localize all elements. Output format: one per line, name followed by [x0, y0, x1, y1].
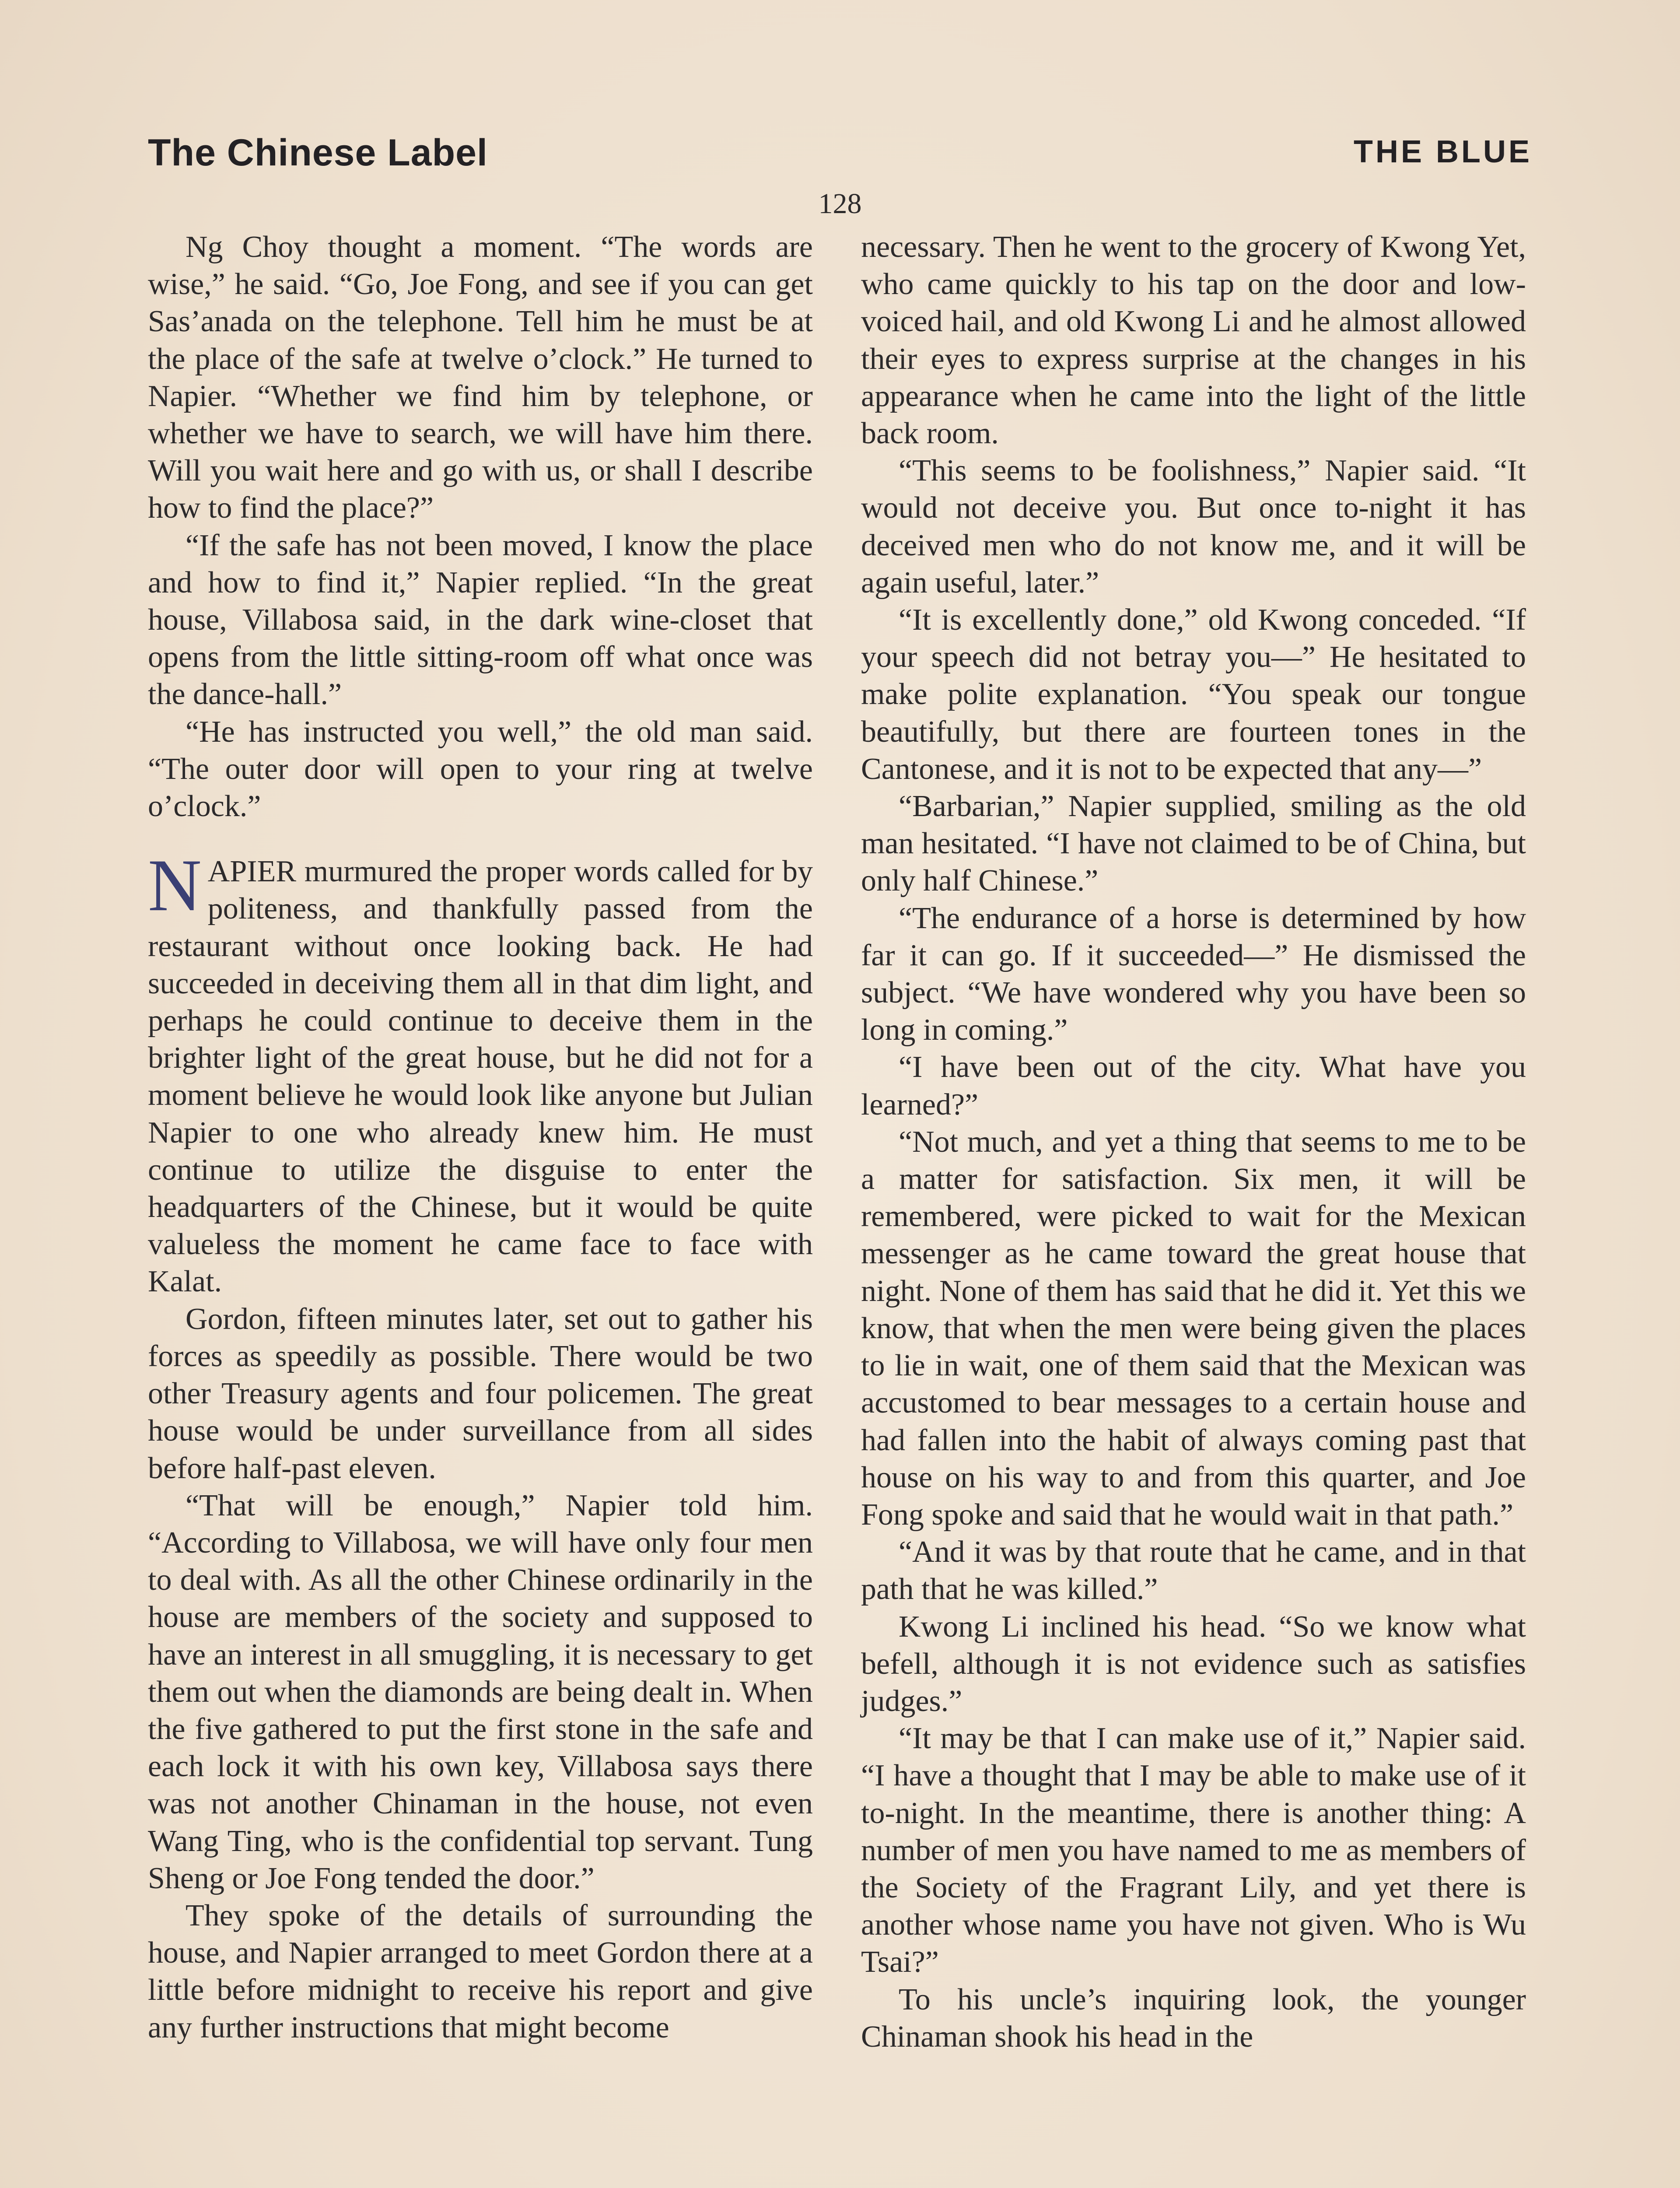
paragraph: They spoke of the details of surrounding the house, and Napier arranged to meet Gordon there at a little before midnight to receive his report and give any further instructions that might become: [148, 1898, 813, 2044]
magazine-title: THE BLUE: [1354, 134, 1532, 169]
paragraph: “It may be that I can make use of it,” Napier said. “I have a thought that I may be able to make use of it to-night. In the meantime, there is another thing: A number of men you have named to me as members of the Society of the Fragrant Lily, and yet there is another whose name you have not given. Who is Wu Tsai?”: [861, 1722, 1526, 1979]
right-column: [861, 228, 1526, 2055]
paragraph-text: APIER murmured the proper words called for by politeness, and thankfully passed from the restaurant without once looking back. He had succeeded in deceiving them all in that dim light, and perhaps he could continue to deceive them in the brighter light of the great house, but he did not for a moment believe he would look like anyone but Julian Napier to one who already knew him. He must continue to utilize the disguise to enter the headquarters of the Chinese, but it would be quite valueless the moment he came face to face with Kalat.: [148, 855, 813, 1299]
story-title: The Chinese Label: [148, 132, 488, 174]
running-head: [148, 131, 1532, 184]
left-column: [148, 228, 813, 2046]
paragraph: “And it was by that route that he came, and in that path that he was killed.”: [861, 1535, 1526, 1606]
page-number: 128: [818, 188, 862, 220]
paragraph: necessary. Then he went to the grocery of Kwong Yet, who came quickly to his tap on the door and low-voiced hail, and old Kwong Li and he almost allowed their eyes to express surprise at the changes in his appearance when he came into the light of the little back room.: [861, 230, 1526, 451]
paragraph: “He has instructed you well,” the old man said. “The outer door will open to your ring at twelve o’clock.”: [148, 715, 813, 824]
paragraph: Kwong Li inclined his head. “So we know what befell, although it is not evidence such as satisfies judges.”: [861, 1609, 1526, 1718]
paragraph: “Barbarian,” Napier supplied, smiling as the old man hesitated. “I have not claimed to be of China, but only half Chinese.”: [861, 789, 1526, 898]
paragraph: “If the safe has not been moved, I know the place and how to find it,” Napier replied. “In the great house, Villabosa said, in the dark wine-closet that opens from the little sitting-room off what once was the dance-hall.”: [148, 528, 813, 712]
paragraph: “This seems to be foolishness,” Napier said. “It would not deceive you. But once to-night it has deceived men who do not know me, and it will be again useful, later.”: [861, 454, 1526, 600]
paragraph: “The endurance of a horse is determined by how far it can go. If it succeeded—” He dismissed the subject. “We have wondered why you have been so long in coming.”: [861, 901, 1526, 1047]
paragraph: Ng Choy thought a moment. “The words are wise,” he said. “Go, Joe Fong, and see if you can get Sas’anada on the telephone. Tell him he must be at the place of the safe at twelve o’clock.” He turned to Napier. “Whether we find him by telephone, or whether we have to search, we will have him there. Will you wait here and go with us, or shall I describe how to find the place?”: [148, 230, 813, 525]
paragraph: “Not much, and yet a thing that seems to me to be a matter for satisfaction. Six men, it will be remembered, were picked to wait for the Mexican messenger as he came toward the great house that night. None of them has said that he did it. Yet this we know, that when the men were being given the places to lie in wait, one of them said that the Mexican was accustomed to bear messages to a certain house and had fallen into the habit of always coming past that house on his way to and from this quarter, and Joe Fong spoke and said that he would wait in that path.”: [861, 1125, 1526, 1532]
drop-cap: N: [148, 844, 202, 927]
paragraph: “That will be enough,” Napier told him. “According to Villabosa, we will have only four men to deal with. As all the other Chinese ordinarily in the house are members of the society and supposed to have an interest in all smuggling, it is necessary to get them out when the diamonds are being dealt in. When the five gathered to put the first stone in the safe and each lock it with his own key, Villabosa says there was not another Chinaman in the house, not even Wang Ting, who is the confidential top servant. Tung Sheng or Joe Fong tended the door.”: [148, 1488, 813, 1895]
paragraph: “I have been out of the city. What have you learned?”: [861, 1050, 1526, 1122]
paragraph: To his uncle’s inquiring look, the younger Chinaman shook his head in the: [861, 1982, 1526, 2054]
section-paragraph: [148, 844, 813, 1300]
paragraph: Gordon, fifteen minutes later, set out to gather his forces as speedily as possible. There would be two other Treasury agents and four policemen. The great house would be under surveillance from all sides before half-past eleven.: [148, 1302, 813, 1485]
paragraph: “It is excellently done,” old Kwong conceded. “If your speech did not betray you—” He hesitated to make polite explanation. “You speak our tongue beautifully, but there are fourteen tones in the Cantonese, and it is not to be expected that any—”: [861, 603, 1526, 786]
